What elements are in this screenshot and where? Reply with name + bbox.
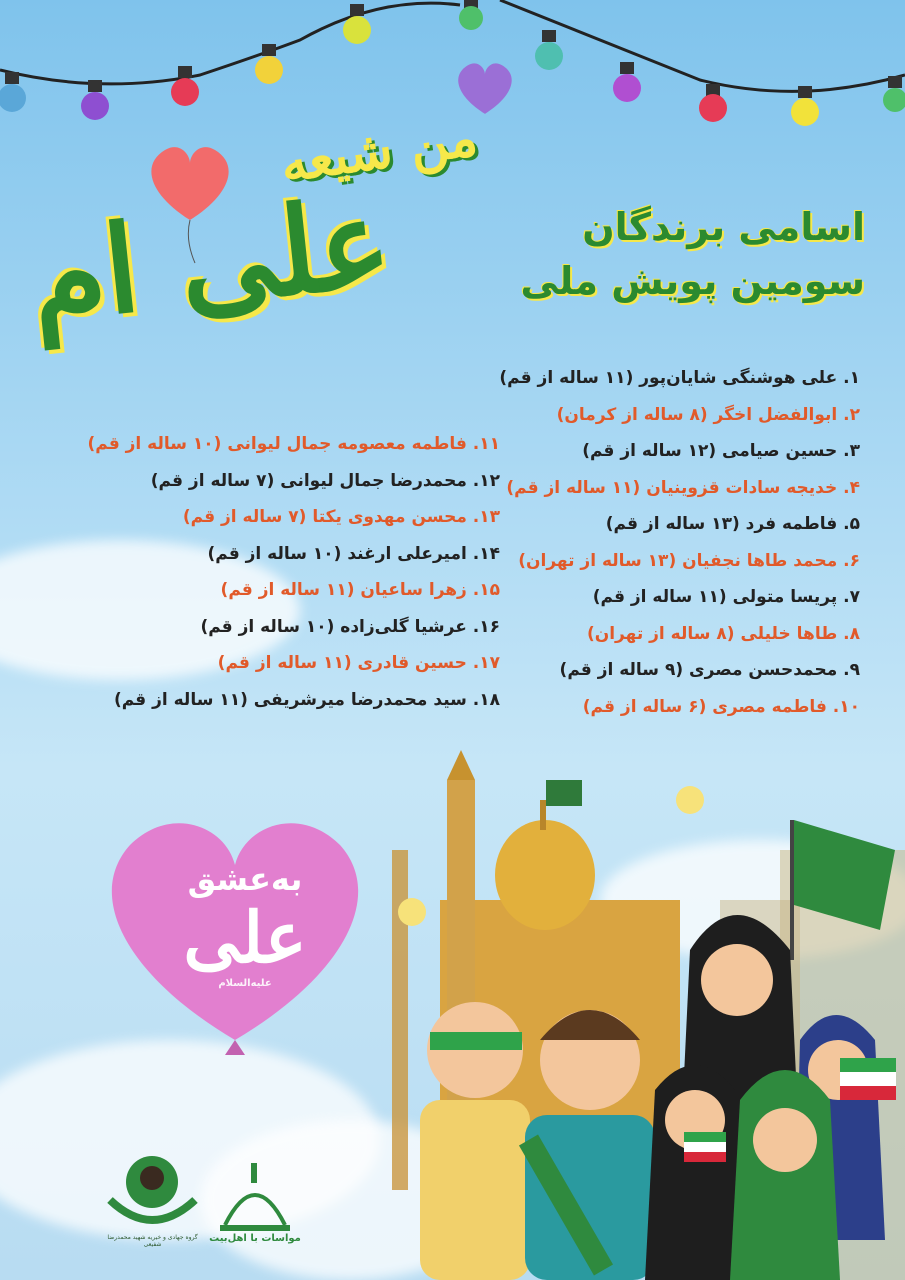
list-item: ۱۴. امیرعلی ارغند (۱۰ ساله از قم) [207,543,500,564]
page-heading [445,200,865,308]
winners-list-left [87,426,500,718]
list-item: ۱۳. محسن مهدوی یکتا (۷ ساله از قم) [182,507,500,527]
balloon-line-2: علی [183,896,307,979]
child-figure [730,1070,840,1280]
list-item: ۱۸. سید محمدرضا میرشریفی (۱۱ ساله از قم) [113,689,500,710]
bulb-icon [613,62,641,102]
list-item: ۲. ابوالفضل اخگر (۸ ساله از کرمان) [556,404,860,425]
bulb-icon [171,66,199,106]
bulb-icon [459,0,483,30]
hands-portrait-icon [100,1150,205,1230]
list-item: ۱۱. فاطمه معصومه جمال لیوانی (۱۰ ساله از قم) [87,434,500,454]
mowasat-logo [205,1155,305,1255]
bulb-icon [81,80,109,120]
balloon-text [150,860,340,989]
list-item: ۱۰. فاطمه مصری (۶ ساله از قم) [582,696,860,717]
flag-icon [840,1058,896,1100]
list-item: ۹. محمدحسن مصری (۹ ساله از قم) [559,660,860,680]
heading-line-2: سوم‍ین پویش ملی [520,259,865,303]
child-figure [645,1065,745,1280]
charity-logo-caption: گروه جهادی و خیریه شهید محمدرضا شفیعی [107,1234,198,1248]
winners-list-right [499,360,860,725]
bulb-icon [343,4,371,44]
list-item: ۵. فاطمه فرد (۱۳ ساله از قم) [605,514,860,534]
bulb-icon [535,30,563,70]
list-item: ۱۷. حسین قادری (۱۱ ساله از قم) [217,653,500,673]
list-item: ۶. محمد طاها نجفیان (۱۳ ساله از تهران) [518,550,860,571]
list-item: ۱۵. زهرا ساعیان (۱۱ ساله از قم) [220,580,500,600]
mowasat-logo-caption: مواسات با اهل‌بیت [209,1233,301,1244]
flag-icon [684,1132,726,1162]
bulb-icon [0,72,26,112]
child-figure [420,1002,530,1280]
list-item: ۴. خدیجه سادات قزوینیان (۱۱ ساله از قم) [506,477,860,498]
list-item: ۱. علی هوشنگی شایان‌پور (۱۱ ساله از قم) [499,368,860,388]
heading-line-1: اسامی برندگان [582,205,865,249]
list-item: ۷. پریسا متولی (۱۱ ساله از قم) [592,587,860,607]
list-item: ۱۲. محمدرضا جمال لیوانی (۷ ساله از قم) [150,470,500,491]
balloon-line-1: به‌عشق [187,860,303,898]
campaign-logo-main: علی ام [23,171,398,350]
charity-logo [100,1150,205,1260]
bulb-icon [255,44,283,84]
list-item: ۱۶. عرشیا گلی‌زاده (۱۰ ساله از قم) [200,616,500,637]
list-item: ۳. حسین صیامی (۱۲ ساله از قم) [582,441,860,461]
list-item: ۸. طاها خلیلی (۸ ساله از تهران) [586,623,860,644]
bulb-icon [699,84,727,122]
balloon-honorific: علیه‌السلام [218,978,272,989]
campaign-logo-top: من شیعه [276,106,482,195]
